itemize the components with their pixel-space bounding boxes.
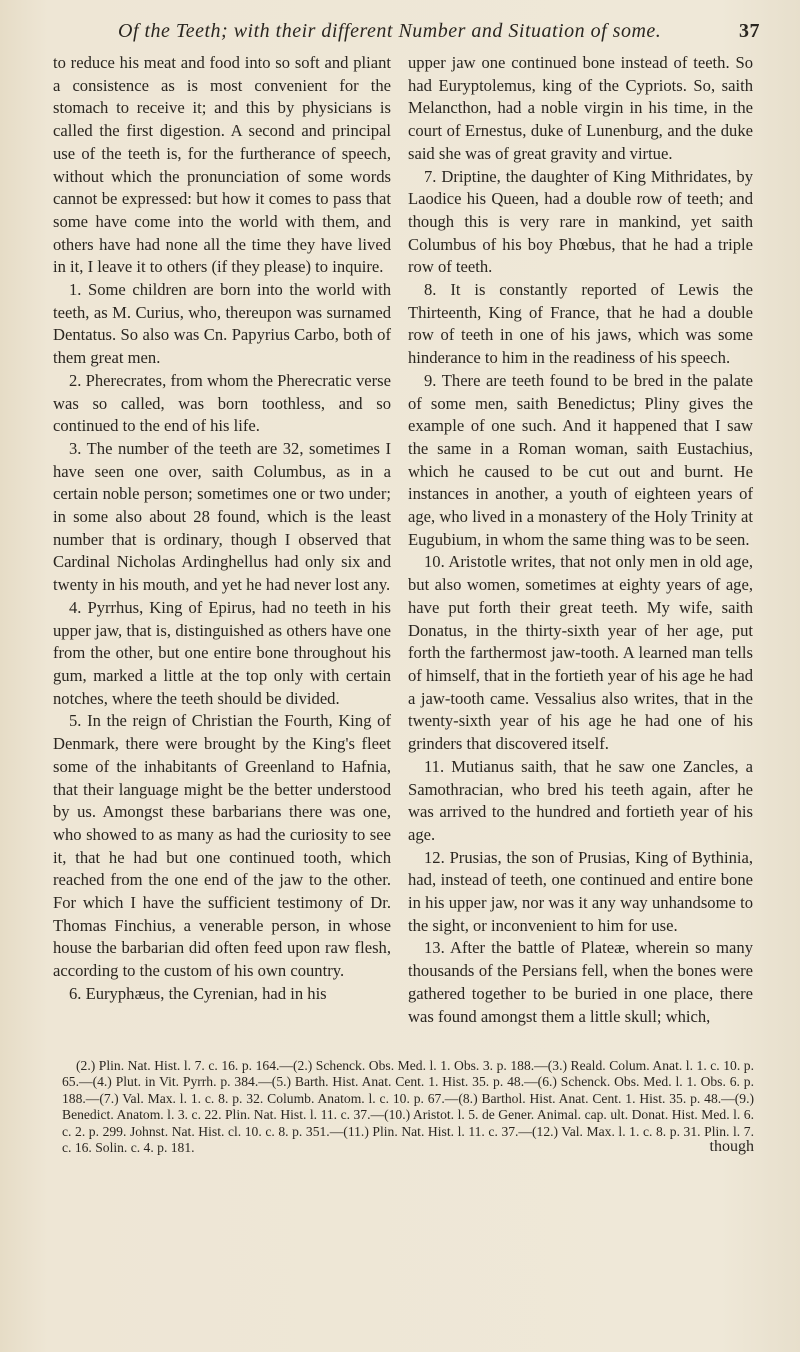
paragraph: to reduce his meat and food into so soft and pliant a consistence as is most convenient for the stomach to receive it; and this by physicians is called the first digestion. A second and principal use of the teeth is, for the furtherance of speech, without which the pronunciation of some words cannot be expressed: but how it comes to pass that some have come into the world with them, and others have had none all the time they have lived in it, I leave it to others (if they please) to inquire. [53,53,391,277]
paragraph: 8. It is constantly reported of Lewis the Thirteenth, King of France, that he had a double row of teeth in one of his jaws, which was some hinderance to him in the readiness of his speech. [408,280,753,368]
paragraph: 13. After the battle of Plateæ, wherein so many thousands of the Persians fell, when the bones were gathered together to be buried in one place, there was found amongst them a little skull; which, [408,938,753,1026]
running-title: Of the Teeth; with their different Number and Situation of some. [118,20,662,42]
paragraph: 2. Pherecrates, from whom the Pherecratic verse was so called, was born toothless, and so continued to the end of his life. [53,370,391,436]
right-column [408,52,753,1028]
paragraph: 9. There are teeth found to be bred in the palate of some men, saith Benedictus; Pliny gives the example of one such. And it happened that I saw the same in a Roman woman, saith Eustachius, which he caused to be cut out and burnt. He instances in another, a youth of eighteen years of age, who lived in a monastery of the Holy Trinity at Eugubium, in whom the same thing was to be seen. [408,370,753,549]
paragraph: upper jaw one continued bone instead of teeth. So had Euryptolemus, king of the Cypriots. So, saith Melancthon, had a noble virgin in his time, in the court of Ernestus, duke of Lunenburg, and the duke said she was of great gravity and virtue. [408,53,753,163]
footnote-text: (2.) Plin. Nat. Hist. l. 7. c. 16. p. 164.—(2.) Schenck. Obs. Med. l. 1. Obs. 3. p. 188.—(3.) Reald. Colum. Anat. l. 1. c. 10. p. 65.—(4.) Plut. in Vit. Pyrrh. p. 384.—(5.) Barth. Hist. Anat. Cent. 1. Hist. 35. p. 48.—(6.) Schenck. Obs. Med. l. 1. Obs. 6. p. 188.—(7.) Val. Max. l. 1. c. 8. p. 32. Columb. Anatom. l. c. 10. p. 67.—(8.) Barthol. Hist. Anat. Cent. 1. Hist. 35. p. 48.—(9.) Benedict. Anatom. l. 3. c. 22. Plin. Nat. Hist. l. 11. c. 37.—(10.) Aristot. l. 5. de Gener. Animal. cap. ult. Donat. Hist. Med. l. 6. c. 2. p. 299. Johnst. Nat. Hist. cl. 10. c. 8. p. 351.—(11.) Plin. Nat. Hist. l. 11. c. 37.—(12.) Val. Max. l. 1. c. 8. p. 31. Plin. l. 7. c. 16. Solin. c. 4. p. 181. [62,1058,754,1156]
paragraph: 7. Driptine, the daughter of King Mithridates, by Laodice his Queen, had a double row of teeth; and though this is very rare in mankind, yet saith Columbus of his boy Phœbus, that he had a triple row of teeth. [408,166,753,277]
left-column [53,52,391,1006]
paragraph: 1. Some children are born into the world with teeth, as M. Curius, who, thereupon was surnamed Dentatus. So also was Cn. Papyrius Carbo, both of them great men. [53,280,391,368]
paragraph: 4. Pyrrhus, King of Epirus, had no teeth in his upper jaw, that is, distinguished as others have one from the other, but one entire bone throughout his gum, marked a little at the top only with certain notches, where the teeth should be divided. [53,597,391,708]
running-header [118,20,760,54]
paragraph: 5. In the reign of Christian the Fourth, King of Denmark, there were brought by the King's fleet some of the inhabitants of Greenland to Hafnia, that their language might be the better understood by us. Amongst these barbarians there was one, who showed to as many as had the curiosity to see it, that he had but one continued tooth, which reached from the one end of the jaw to the other. For which I have the sufficient testimony of Dr. Thomas Finchius, a venerable person, in whose house the barbarian did often feed upon raw flesh, according to the custom of his own country. [53,711,391,981]
paragraph: 3. The number of the teeth are 32, sometimes I have seen one over, saith Columbus, as in a certain noble person; sometimes one or two under; in some also about 28 found, which is the least number that is ordinary, though I observed that Cardinal Nicholas Ardinghellus had only six and twenty in his mouth, and yet he had never lost any. [53,438,391,595]
catchword: though [709,1138,754,1155]
page-number: 37 [739,20,760,42]
footnotes [62,1058,754,1156]
paragraph: 10. Aristotle writes, that not only men in old age, but also women, sometimes at eighty years of age, have put forth their great teeth. My wife, saith Donatus, in the thirty-sixth year of her age, put forth the farthermost jaw-tooth. A learned man tells of himself, that in the fortieth year of his age he had a jaw-tooth came. Vessalius also writes, that in the twenty-sixth year of his age he had one of his grinders that discovered itself. [408,552,753,754]
paragraph: 12. Prusias, the son of Prusias, King of Bythinia, had, instead of teeth, one continued and entire bone in his upper jaw, nor was it any way unhandsome to the sight, or inconvenient to him for use. [408,847,753,935]
paragraph: 6. Euryphæus, the Cyrenian, had in his [69,983,327,1003]
paragraph: 11. Mutianus saith, that he saw one Zancles, a Samothracian, who bred his teeth again, after he was arrived to the hundred and fortieth year of his age. [408,756,753,844]
